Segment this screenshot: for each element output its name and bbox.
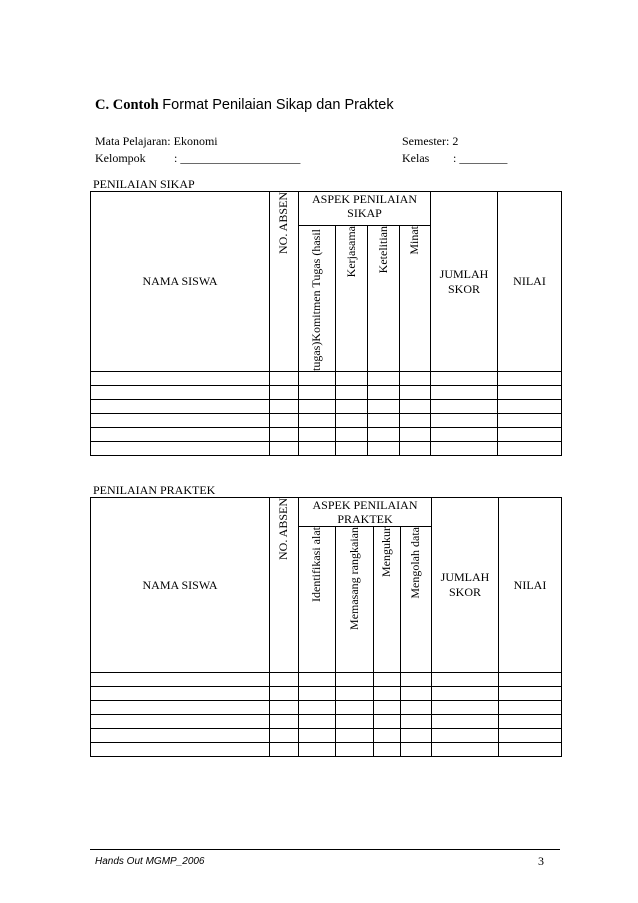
praktek-cell[interactable]: [270, 729, 299, 743]
sikap-cell[interactable]: [368, 442, 400, 456]
sikap-jumlah-line2: SKOR: [447, 281, 480, 296]
praktek-cell[interactable]: [401, 729, 432, 743]
praktek-cell[interactable]: [270, 701, 299, 715]
sikap-aspect-4-label: Minat: [407, 226, 421, 255]
sikap-cell[interactable]: [368, 386, 400, 400]
sikap-header-aspek: [299, 192, 431, 226]
sikap-cell[interactable]: [498, 428, 562, 442]
sikap-aspect-2-label: Kerjasama: [343, 226, 358, 278]
praktek-cell[interactable]: [299, 673, 336, 687]
table-row: [91, 442, 562, 456]
sikap-cell[interactable]: [336, 400, 368, 414]
praktek-aspect-3: [374, 527, 401, 673]
sikap-cell[interactable]: [431, 400, 498, 414]
praktek-cell[interactable]: [432, 701, 499, 715]
sikap-cell[interactable]: [91, 442, 270, 456]
sikap-cell[interactable]: [270, 372, 299, 386]
praktek-cell[interactable]: [401, 687, 432, 701]
praktek-cell[interactable]: [270, 673, 299, 687]
praktek-cell[interactable]: [336, 743, 374, 757]
praktek-header-absen-label: NO. ABSEN: [276, 498, 290, 561]
sikap-cell[interactable]: [299, 442, 336, 456]
praktek-cell[interactable]: [91, 701, 270, 715]
praktek-cell[interactable]: [432, 715, 499, 729]
footer-divider: [90, 849, 560, 850]
sikap-cell[interactable]: [400, 400, 431, 414]
table-row: [91, 386, 562, 400]
praktek-header-nama: NAMA SISWA: [91, 498, 270, 673]
praktek-aspect-3-label: Mengukur: [379, 527, 393, 577]
footer-source: Hands Out MGMP_2006: [95, 856, 205, 867]
sikap-cell[interactable]: [270, 400, 299, 414]
praktek-section-title: PENILAIAN PRAKTEK: [93, 483, 216, 497]
praktek-jumlah-line1: JUMLAH: [440, 570, 490, 584]
praktek-cell[interactable]: [374, 687, 401, 701]
sikap-cell[interactable]: [368, 372, 400, 386]
sikap-aspect-2: [336, 226, 368, 372]
sikap-cell[interactable]: [336, 442, 368, 456]
sikap-cell[interactable]: [91, 372, 270, 386]
praktek-cell[interactable]: [270, 715, 299, 729]
table-row: [91, 372, 562, 386]
sikap-cell[interactable]: [299, 386, 336, 400]
praktek-jumlah-line2: SKOR: [448, 585, 481, 599]
praktek-cell[interactable]: [299, 687, 336, 701]
praktek-cell[interactable]: [432, 743, 499, 757]
sikap-header-absen-label: NO. ABSEN: [276, 192, 290, 255]
sikap-cell[interactable]: [270, 442, 299, 456]
sikap-aspect-3-label: Ketelitian: [375, 226, 390, 274]
sikap-aspect-1: [299, 226, 336, 372]
praktek-cell[interactable]: [299, 715, 336, 729]
sikap-aspek-line1: ASPEK PENILAIAN: [312, 192, 417, 206]
table-row: [91, 414, 562, 428]
praktek-cell[interactable]: [336, 687, 374, 701]
class-label: Kelas: [402, 151, 430, 165]
sikap-header-nama: NAMA SISWA: [91, 192, 270, 372]
sikap-cell[interactable]: [91, 428, 270, 442]
praktek-cell[interactable]: [374, 673, 401, 687]
sikap-cell[interactable]: [498, 386, 562, 400]
praktek-cell[interactable]: [401, 715, 432, 729]
praktek-cell[interactable]: [91, 715, 270, 729]
sikap-aspect-4: [400, 226, 431, 372]
sikap-cell[interactable]: [336, 428, 368, 442]
sikap-cell[interactable]: [400, 372, 431, 386]
praktek-cell[interactable]: [374, 715, 401, 729]
sikap-cell[interactable]: [336, 414, 368, 428]
sikap-header-absen: [270, 192, 299, 372]
praktek-aspect-4-label: Mengolah data: [408, 527, 422, 599]
sikap-cell[interactable]: [400, 414, 431, 428]
subject-line: Mata Pelajaran: Ekonomi: [95, 134, 218, 148]
praktek-header-absen: [270, 498, 299, 673]
table-row: [91, 715, 562, 729]
sikap-cell[interactable]: [498, 442, 562, 456]
praktek-cell[interactable]: [91, 687, 270, 701]
praktek-header-aspek: [299, 498, 432, 527]
praktek-cell[interactable]: [336, 701, 374, 715]
sikap-cell[interactable]: [336, 372, 368, 386]
sikap-cell[interactable]: [270, 428, 299, 442]
sikap-section-title: PENILAIAN SIKAP: [93, 177, 195, 191]
sikap-cell[interactable]: [431, 442, 498, 456]
sikap-cell[interactable]: [431, 386, 498, 400]
sikap-header-nilai: NILAI: [498, 192, 562, 372]
sikap-cell[interactable]: [91, 386, 270, 400]
praktek-cell[interactable]: [499, 701, 562, 715]
table-row: [91, 687, 562, 701]
sikap-aspek-line2: SIKAP: [347, 206, 382, 220]
page-number: 3: [538, 854, 544, 868]
sikap-aspect-1-label: tugas)Komitmen Tugas (hasil: [309, 228, 323, 371]
praktek-cell[interactable]: [336, 673, 374, 687]
heading-title: Format Penilaian Sikap dan Praktek: [162, 97, 394, 113]
praktek-cell[interactable]: [91, 743, 270, 757]
heading-prefix: C. Contoh: [95, 97, 159, 113]
group-value: : ____________________: [174, 151, 301, 165]
sikap-cell[interactable]: [498, 400, 562, 414]
praktek-cell[interactable]: [499, 729, 562, 743]
praktek-cell[interactable]: [299, 729, 336, 743]
praktek-cell[interactable]: [432, 729, 499, 743]
sikap-cell[interactable]: [368, 428, 400, 442]
praktek-aspek-line1: ASPEK PENILAIAN: [312, 498, 418, 512]
sikap-cell[interactable]: [368, 414, 400, 428]
sikap-table: [90, 191, 562, 456]
sikap-header-jumlah: [431, 192, 498, 372]
sikap-cell[interactable]: [270, 414, 299, 428]
praktek-cell[interactable]: [374, 743, 401, 757]
sikap-cell[interactable]: [270, 386, 299, 400]
praktek-aspek-line2: PRAKTEK: [337, 512, 393, 526]
praktek-cell[interactable]: [374, 729, 401, 743]
praktek-aspect-4: [401, 527, 432, 673]
sikap-cell[interactable]: [299, 414, 336, 428]
praktek-aspect-1: [299, 527, 336, 673]
sikap-cell[interactable]: [299, 400, 336, 414]
praktek-cell[interactable]: [374, 701, 401, 715]
sikap-cell[interactable]: [91, 400, 270, 414]
table-row: [91, 428, 562, 442]
sikap-cell[interactable]: [299, 428, 336, 442]
praktek-cell[interactable]: [499, 687, 562, 701]
sikap-cell[interactable]: [368, 400, 400, 414]
praktek-cell[interactable]: [91, 673, 270, 687]
table-row: [91, 400, 562, 414]
table-row: [91, 729, 562, 743]
sikap-cell[interactable]: [91, 414, 270, 428]
sikap-cell[interactable]: [431, 372, 498, 386]
sikap-cell[interactable]: [431, 414, 498, 428]
praktek-cell[interactable]: [299, 701, 336, 715]
praktek-cell[interactable]: [299, 743, 336, 757]
praktek-cell[interactable]: [270, 687, 299, 701]
praktek-cell[interactable]: [336, 729, 374, 743]
praktek-header-jumlah: [432, 498, 499, 673]
praktek-cell[interactable]: [401, 701, 432, 715]
sikap-jumlah-line1: JUMLAH: [439, 266, 489, 281]
semester-line: Semester: 2: [402, 134, 459, 148]
praktek-cell[interactable]: [401, 743, 432, 757]
group-label: Kelompok: [95, 151, 146, 165]
sikap-cell[interactable]: [299, 372, 336, 386]
praktek-header-nilai: NILAI: [499, 498, 562, 673]
table-row: [91, 673, 562, 687]
class-value: : ________: [453, 151, 508, 165]
table-row: [91, 701, 562, 715]
sikap-cell[interactable]: [336, 386, 368, 400]
table-row: [91, 743, 562, 757]
praktek-cell[interactable]: [91, 729, 270, 743]
sikap-cell[interactable]: [498, 372, 562, 386]
sikap-cell[interactable]: [431, 428, 498, 442]
praktek-cell[interactable]: [270, 743, 299, 757]
page-heading: [95, 97, 394, 114]
sikap-cell[interactable]: [400, 386, 431, 400]
sikap-aspect-3: [368, 226, 400, 372]
sikap-cell[interactable]: [498, 414, 562, 428]
praktek-cell[interactable]: [432, 687, 499, 701]
praktek-aspect-1-label: Identifikasi alat: [309, 527, 323, 602]
sikap-cell[interactable]: [400, 442, 431, 456]
praktek-aspect-2: [336, 527, 374, 673]
praktek-cell[interactable]: [499, 715, 562, 729]
sikap-cell[interactable]: [400, 428, 431, 442]
praktek-table: [90, 497, 562, 757]
praktek-cell[interactable]: [336, 715, 374, 729]
praktek-cell[interactable]: [432, 673, 499, 687]
praktek-aspect-2-label: Memasang rangkaian: [346, 527, 361, 630]
praktek-cell[interactable]: [499, 743, 562, 757]
praktek-cell[interactable]: [499, 673, 562, 687]
praktek-cell[interactable]: [401, 673, 432, 687]
